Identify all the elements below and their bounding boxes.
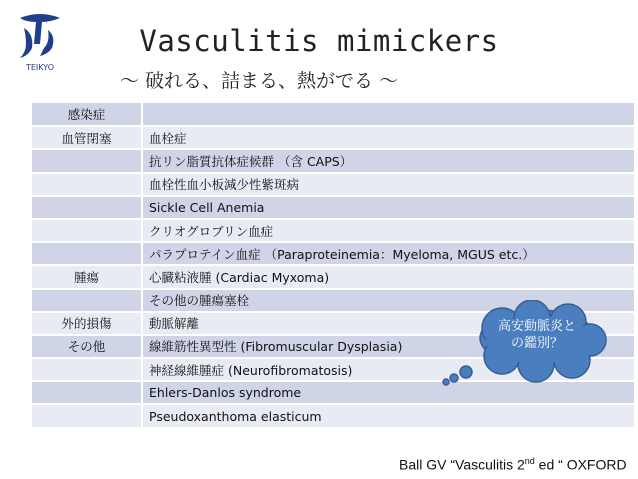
category-cell: 外的損傷 <box>32 312 142 335</box>
item-cell: 抗リン脂質抗体症候群 （含 CAPS） <box>142 149 634 172</box>
page-title: Vasculitis mimickers <box>139 24 499 58</box>
table-row <box>32 265 634 288</box>
item-cell: Sickle Cell Anemia <box>142 196 634 219</box>
category-cell <box>32 242 142 265</box>
citation <box>399 456 627 473</box>
item-cell: Ehlers-Danlos syndrome <box>142 381 634 404</box>
citation-text: Ball GV “Vasculitis 2 <box>399 456 525 473</box>
category-cell <box>32 404 142 427</box>
table-row <box>32 196 634 219</box>
table-row <box>32 126 634 149</box>
thought-cloud-callout <box>440 300 638 410</box>
citation-text-end: ed “ OXFORD <box>534 456 627 473</box>
category-cell: 感染症 <box>32 103 142 126</box>
item-cell: 線維筋性異型性 (Fibromuscular Dysplasia) <box>142 335 634 358</box>
page-subtitle: ～ 破れる、詰まる、熱がでる ～ <box>120 70 399 92</box>
callout-text <box>478 318 596 352</box>
category-cell <box>32 219 142 242</box>
item-cell: 血栓性血小板減少性紫斑病 <box>142 173 634 196</box>
category-cell <box>32 173 142 196</box>
category-cell <box>32 289 142 312</box>
table-row <box>32 219 634 242</box>
category-cell: 血管閉塞 <box>32 126 142 149</box>
table-row <box>32 103 634 126</box>
category-cell: その他 <box>32 335 142 358</box>
item-cell: その他の腫瘍塞栓 <box>142 289 634 312</box>
item-cell <box>142 103 634 126</box>
callout-line: 高安動脈炎と <box>497 319 576 334</box>
table-row <box>32 242 634 265</box>
category-cell <box>32 381 142 404</box>
citation-superscript: nd <box>524 456 535 466</box>
item-cell: 神経線維腫症 (Neurofibromatosis) <box>142 358 634 381</box>
table-row <box>32 173 634 196</box>
category-cell <box>32 149 142 172</box>
callout-line: の鑑別？ <box>510 336 563 351</box>
category-cell <box>32 358 142 381</box>
category-cell: 腫瘍 <box>32 265 142 288</box>
item-cell: 心臓粘液腫 (Cardiac Myxoma) <box>142 265 634 288</box>
category-cell <box>32 196 142 219</box>
item-cell: パラプロテイン血症 （Paraproteinemia：Myeloma, MGUS etc.） <box>142 242 634 265</box>
item-cell: Pseudoxanthoma elasticum <box>142 404 634 427</box>
item-cell: クリオグロブリン血症 <box>142 219 634 242</box>
svg-text:TEIKYO: TEIKYO <box>25 63 55 72</box>
table-row <box>32 149 634 172</box>
item-cell: 血栓症 <box>142 126 634 149</box>
item-cell: 動脈解離 <box>142 312 634 335</box>
